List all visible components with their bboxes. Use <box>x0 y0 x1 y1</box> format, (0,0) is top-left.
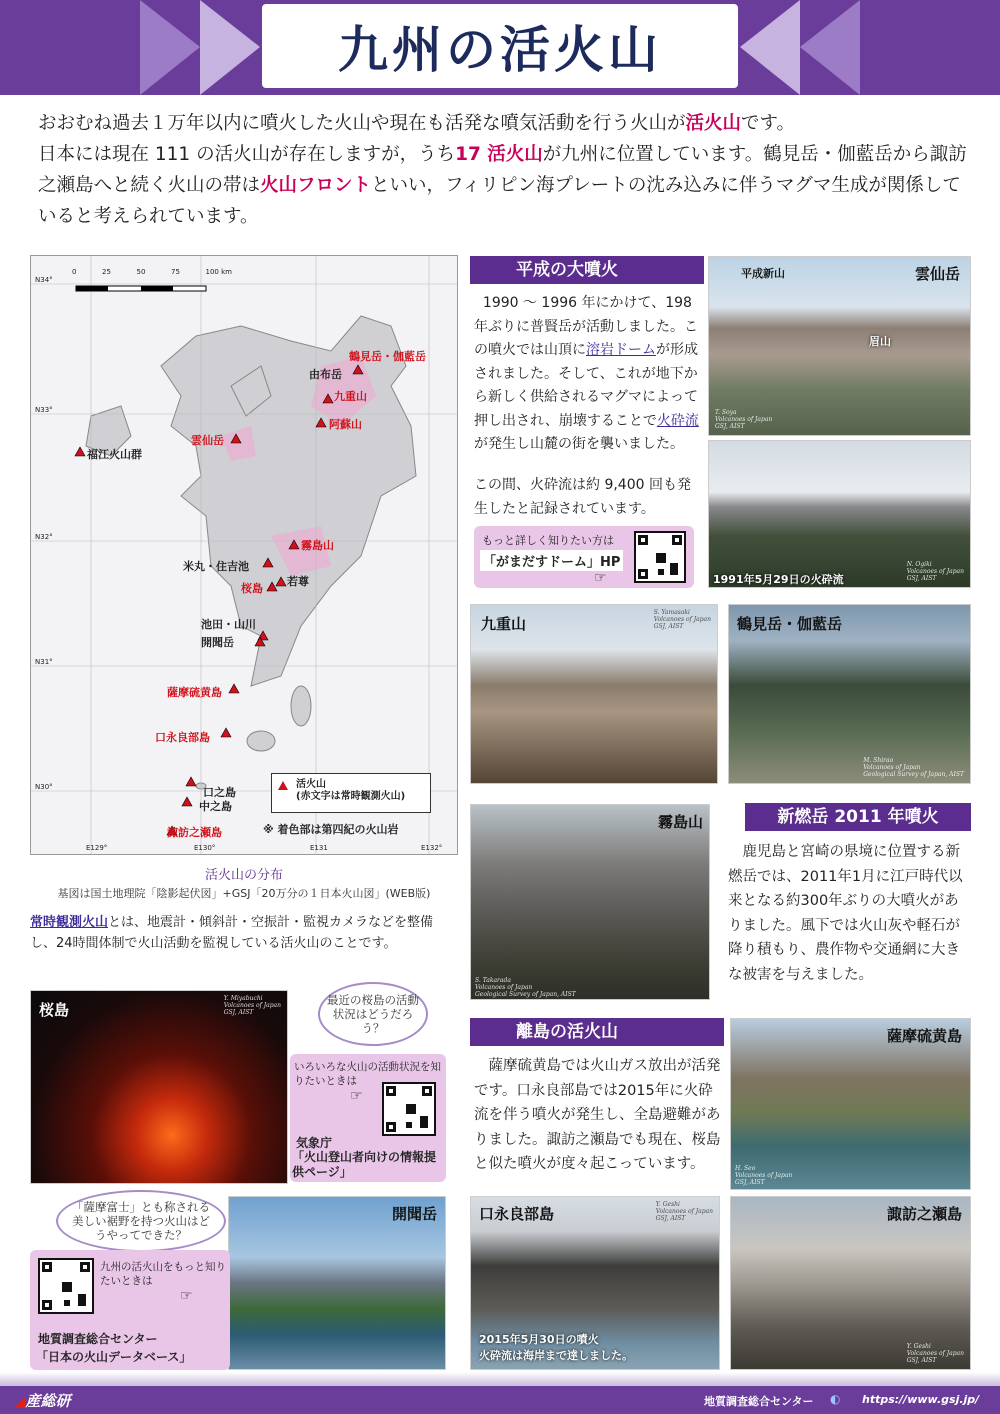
map-note: ※ 着色部は第四紀の火山岩 <box>263 823 399 836</box>
gsj-database-link[interactable]: 「日本の火山データベース」 <box>36 1350 192 1364</box>
photo-caption: 1991年5月29日の火砕流 <box>713 573 844 586</box>
pyroclastic-flow-term: 火砕流 <box>656 412 699 429</box>
jma-bubble: 最近の桜島の活動状況はどうだろう？ <box>318 982 428 1046</box>
gsj-lead: 九州の活火山をもっと知りたいときは <box>100 1261 226 1287</box>
kirishima-photo <box>470 804 710 1000</box>
lat-label: N33° <box>35 406 53 414</box>
photo-caption: 2015年5月30日の噴火 <box>479 1333 599 1346</box>
jma-link-box[interactable] <box>290 1054 446 1182</box>
qr-code[interactable] <box>634 531 686 583</box>
kuchinoerabu-photo <box>470 1196 720 1370</box>
lat-label: N30° <box>35 783 53 791</box>
islands-heading: 離島の活火山 <box>470 1018 724 1046</box>
gamadasu-lead: もっと詳しく知りたい方は <box>482 534 614 547</box>
volcano-label: 開聞岳 <box>201 636 234 649</box>
photo-label: 薩摩硫黄島 <box>886 1027 962 1045</box>
shinmoe-heading: 新燃岳 2011 年噴火 <box>745 803 971 831</box>
pointing-hand-icon: ☞ <box>350 1088 363 1104</box>
sakurajima-photo <box>30 990 288 1184</box>
volcano-map <box>30 255 458 855</box>
islands-text: 薩摩硫黄島では火山ガス放出が活発です。口永良部島では2015年に火砕流を伴う噴火が発生し、全島避難がありました。諏訪之瀬島でも現在、桜島と似た噴火が度々起こっています。 <box>474 1058 721 1172</box>
pyroclastic-flow-photo <box>708 440 971 588</box>
gsj-org: 地質調査総合センター <box>38 1332 158 1346</box>
jma-org: 気象庁 <box>296 1136 333 1150</box>
jma-page-link[interactable]: 「火山登山者向けの情報提供ページ」 <box>292 1150 437 1179</box>
volcano-label: 口之島 <box>203 786 236 799</box>
satsuma-iojima-photo <box>730 1018 971 1190</box>
photo-label: 諏訪之瀬島 <box>886 1205 962 1223</box>
suwanosejima-photo <box>730 1196 971 1370</box>
heisei-text: 1990 〜 1996 年にかけて、198年ぶりに普賢岳が活動しました。この噴火では山頂に溶岩ドームが形成されました。そして、これが地下から新しく供給されるマグマによって押し出され、崩壊することで火砕流が発生し山麓の街を襲いました。 <box>474 295 699 452</box>
photo-credit: S. Takarada Volcanoes of Japan Geological Survey of Japan, AIST <box>475 977 576 998</box>
photo-label: 九重山 <box>481 615 527 633</box>
gamadasu-link-box[interactable] <box>474 526 694 588</box>
gsj-bubble: 「薩摩富士」とも称される美しい裾野を持つ火山はどうやってできた？ <box>56 1190 226 1252</box>
volcano-label: 中之島 <box>199 800 232 813</box>
photo-label: 口永良部島 <box>479 1205 555 1223</box>
photo-credit: T. Soya Volcanoes of Japan GSJ, AIST <box>715 409 773 430</box>
page-title: 九州の活火山 <box>262 4 738 88</box>
photo-credit: M. Shirao Volcanoes of Japan Geological Survey of Japan, AIST <box>863 757 964 778</box>
volcano-label-monitored: 九重山 <box>334 390 367 403</box>
photo-credit: Y. Geshi Volcanoes of Japan GSJ, AIST <box>655 1201 713 1222</box>
volcano-label-monitored: 諏訪之瀬島 <box>167 826 222 839</box>
map-source: 基図は国土地理院「陰影起伏図」+GSJ「20万分の１日本火山図」(WEB版) <box>57 887 431 900</box>
pointing-hand-icon: ☞ <box>594 570 607 586</box>
aist-logo: ◢産総研 <box>14 1392 71 1410</box>
lava-dome-term: 溶岩ドーム <box>586 342 656 358</box>
volcano-label: 福江火山群 <box>87 448 142 461</box>
volcano-label-monitored: 雲仙岳 <box>191 434 224 447</box>
volcano-label-monitored: 薩摩硫黄島 <box>167 686 222 699</box>
lon-label: E130° <box>194 844 216 852</box>
volcano-label-monitored: 口永良部島 <box>155 731 210 744</box>
photo-credit: Y. Geshi Volcanoes of Japan GSJ, AIST <box>906 1343 964 1364</box>
map-scale: 0 25 50 75 100 km <box>72 268 232 276</box>
lat-label: N34° <box>35 276 53 284</box>
qr-code[interactable] <box>382 1082 436 1136</box>
gsj-link-box[interactable] <box>30 1250 230 1370</box>
triangle-icon <box>278 781 288 790</box>
photo-tag: 平成新山 <box>741 267 785 280</box>
kuju-photo <box>470 604 718 784</box>
lon-label: E129° <box>86 844 108 852</box>
lat-label: N31° <box>35 658 53 666</box>
definition-text: 常時観測火山とは、地震計・傾斜計・空振計・監視カメラなどを整備し、24時間体制で火山活動を監視している活火山のことです。 <box>30 915 434 951</box>
photo-credit: S. Yamasaki Volcanoes of Japan GSJ, AIST <box>653 609 711 630</box>
photo-credit: Y. Miyabuchi Volcanoes of Japan GSJ, AIST <box>223 995 281 1016</box>
globe-icon: ◐ <box>830 1392 841 1406</box>
qr-code[interactable] <box>38 1258 94 1314</box>
map-caption: 活火山の分布 <box>204 868 283 883</box>
photo-credit: N. Ogiki Volcanoes of Japan GSJ, AIST <box>906 561 964 582</box>
volcano-label: 米丸・住吉池 <box>183 560 249 573</box>
pointing-hand-icon: ☞ <box>180 1288 193 1304</box>
lon-label: E132° <box>421 844 443 852</box>
monitored-volcano-term: 常時観測火山 <box>30 915 109 930</box>
volcano-label: 若尊 <box>287 575 309 588</box>
volcano-label-monitored: 鶴見岳・伽藍岳 <box>349 350 426 363</box>
logo-mark-icon: ◢ <box>14 1392 26 1410</box>
photo-label: 鶴見岳・伽藍岳 <box>737 615 843 633</box>
footer <box>0 1386 1000 1414</box>
photo-label: 霧島山 <box>657 813 703 831</box>
photo-caption: 火砕流は海岸まで達しました。 <box>479 1349 633 1362</box>
jma-lead: いろいろな火山の活動状況を知りたいときは <box>294 1061 441 1087</box>
unzen-photo <box>708 256 971 436</box>
photo-label: 雲仙岳 <box>914 265 960 283</box>
photo-label: 桜島 <box>39 1001 70 1019</box>
volcano-label: 由布岳 <box>309 368 342 381</box>
photo-tag: 眉山 <box>869 335 891 348</box>
footer-org: 地質調査総合センター <box>704 1395 814 1408</box>
photo-credit: H. Seo Volcanoes of Japan GSJ, AIST <box>735 1165 793 1186</box>
legend-note: (赤文字は常時観測火山) <box>296 791 406 802</box>
shinmoe-text: 鹿児島と宮崎の県境に位置する新燃岳では、2011年1月に江戸時代以来となる約300年ぶりの大噴火がありました。風下では火山灰や軽石が降り積もり、農作物や交通網に大きな被害を与えました。 <box>728 844 963 983</box>
gamadasu-link[interactable]: 「がまだすドーム」HP <box>480 550 623 571</box>
volcano-label-monitored: 桜島 <box>241 582 263 595</box>
legend-label: 活火山 <box>296 779 326 790</box>
map-legend <box>271 773 431 813</box>
kaimondake-photo <box>228 1196 446 1370</box>
photo-label: 開聞岳 <box>391 1205 437 1223</box>
lon-label: E131 <box>310 844 328 852</box>
volcano-label: 池田・山川 <box>201 618 256 631</box>
heisei-heading: 平成の大噴火 <box>470 256 704 284</box>
lat-label: N32° <box>35 533 53 541</box>
heisei-text-2: この間、火砕流は約 9,400 回も発生したと記録されています。 <box>474 477 691 517</box>
volcano-label-monitored: 阿蘇山 <box>329 418 362 431</box>
volcano-label-monitored: 霧島山 <box>301 539 334 552</box>
tsurumi-photo <box>728 604 971 784</box>
footer-url[interactable]: https://www.gsj.jp/ <box>862 1393 980 1406</box>
intro-text: おおむね過去１万年以内に噴火した火山や現在も活発な噴気活動を行う火山が活火山です。 日本には現在 111 の活火山が存在しますが，うち17 活火山が九州に位置しています。鶴見岳・伽藍岳から諏訪之瀬島へと続く火山の帯は火山フロントといい，フィリピン海プレートの沈み込みに伴うマグマ生成が関係していると考えられています。 <box>38 113 967 227</box>
